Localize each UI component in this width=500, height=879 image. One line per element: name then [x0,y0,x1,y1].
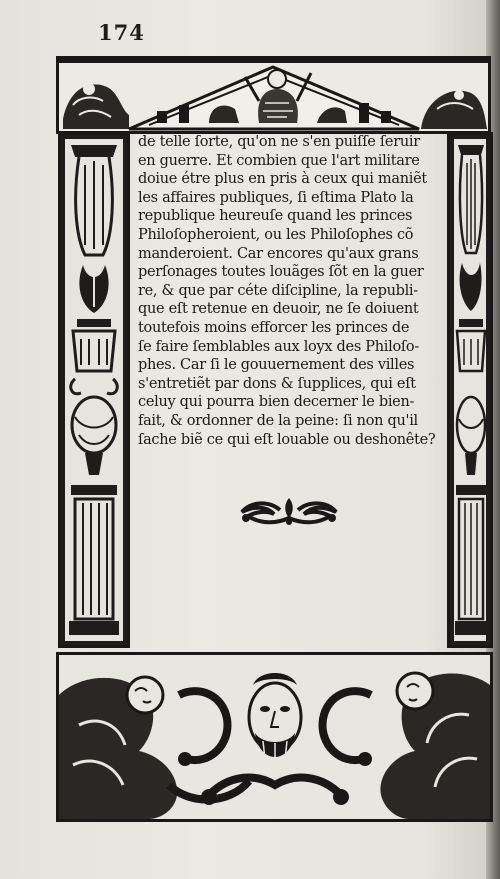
text-line: fait, & ordonner de la peine: ſi non qu'il [138,412,418,429]
left-column-ornament [61,135,127,645]
text-line: ſache biẽ ce qui eſt louable ou deshonête? [138,431,436,448]
text-line: re, & que par céte diſcipline, la republi- [138,282,418,299]
text-line: republique heureuſe quand les princes [138,208,413,225]
text-line: toutefois moins efforcer les princes de [138,319,410,336]
text-line: Philoſopheroient, ou les Philoſophes cõ [138,226,414,243]
text-line: les affaires publiques, ſi eſtima Plato la [138,189,414,206]
top-woodcut-border [56,56,491,134]
text-line: de telle ſorte, qu'on ne s'en puiſſe ſeruir [138,134,420,150]
text-line: phes. Car ſi le gouuernement des villes [138,357,415,374]
text-line: perſonages toutes louãges ſõt en la guer [138,264,424,281]
mask-and-scroll-woodcut [59,655,490,819]
fleuron-ornament [236,494,342,528]
right-column-ornament [450,135,490,645]
text-line: s'entretiẽt par dons & ſupplices, qui eſt [138,375,416,392]
pediment-woodcut-illustration [59,59,488,131]
text-line: doiue étre plus en pris à ceux qui maniẽt [138,171,427,188]
text-line: que eſt retenue en deuoir, ne ſe doiuent [138,301,419,318]
text-line: en guerre. Et combien que l'art militare [138,152,420,169]
page-number: 174 [98,20,145,45]
left-woodcut-column [58,132,130,648]
right-woodcut-column [447,132,493,648]
text-line: manderoient. Car encores qu'aux grans [138,245,419,262]
bottom-woodcut-border [56,652,493,822]
fleuron-icon [236,494,342,528]
text-line: ſe faire ſemblables aux loyx des Philoſo- [138,338,419,355]
body-text [138,133,446,449]
text-line: celuy qui pourra bien decerner le bien- [138,394,415,411]
